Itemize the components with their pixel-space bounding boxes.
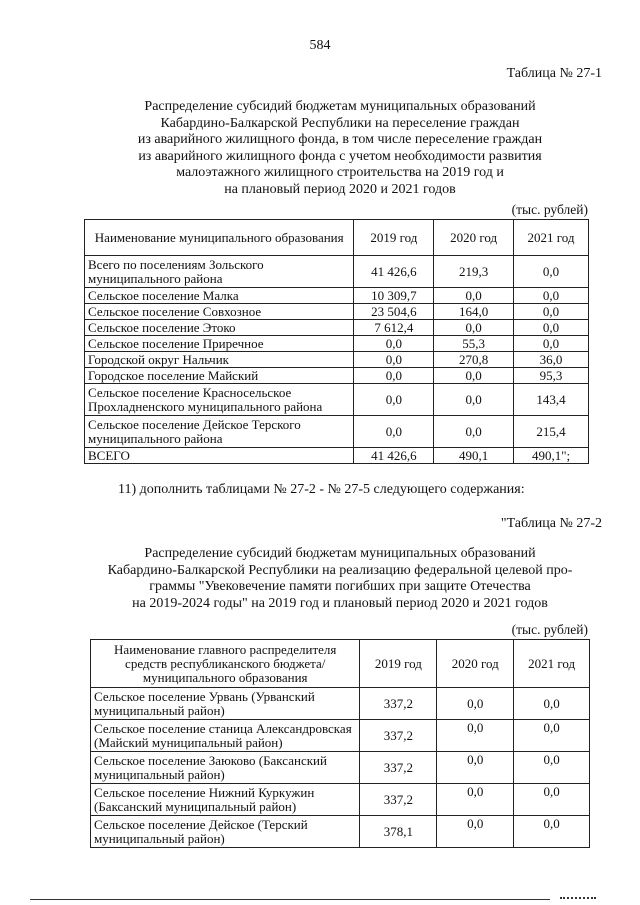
value-2020: 219,3 — [434, 256, 514, 288]
table-row — [85, 352, 589, 368]
value-2019: 10 309,7 — [354, 288, 434, 304]
column-header: 2020 год — [434, 220, 514, 256]
row-name: Сельское поселение Малка — [85, 288, 354, 304]
row-name: Сельское поселение Дейское (Терский муниципальный район) — [91, 816, 360, 848]
table-27-2-label: "Таблица № 27-2 — [500, 516, 602, 531]
value-2021: 0,0 — [514, 816, 590, 848]
title-line: из аварийного жилищного фонда с учетом необходимости развития — [138, 148, 542, 164]
row-name: Городское поселение Майский — [85, 368, 354, 384]
title-line: Распределение субсидий бюджетам муниципальных образований — [144, 99, 536, 114]
value-2021: 0,0 — [514, 288, 589, 304]
value-2019: 337,2 — [360, 720, 437, 752]
value-2019: 337,2 — [360, 784, 437, 816]
column-header: 2019 год — [360, 640, 437, 688]
table-row — [85, 288, 589, 304]
value-2021: 0,0 — [514, 256, 589, 288]
table-row — [85, 384, 589, 416]
row-name: Сельское поселение Дейское Терского муниципального района — [85, 416, 354, 448]
table-row — [91, 752, 590, 784]
value-2019: 41 426,6 — [354, 448, 434, 464]
value-2019: 0,0 — [354, 352, 434, 368]
table-row — [91, 720, 590, 752]
value-2021: 0,0 — [514, 784, 590, 816]
table-row — [85, 256, 589, 288]
title-line: малоэтажного жилищного строительства на 2019 год и — [176, 165, 504, 180]
value-2020: 164,0 — [434, 304, 514, 320]
value-2020: 490,1 — [434, 448, 514, 464]
title-line: Кабардино-Балкарской Республики на переселение граждан — [160, 115, 520, 131]
table-row — [85, 368, 589, 384]
table-header-row — [91, 640, 590, 688]
table-27-1-label: Таблица № 27-1 — [506, 66, 602, 81]
value-2019: 0,0 — [354, 336, 434, 352]
value-2019: 337,2 — [360, 688, 437, 720]
value-2020: 0,0 — [434, 368, 514, 384]
row-name: Сельское поселение Приречное — [85, 336, 354, 352]
value-2021: 0,0 — [514, 336, 589, 352]
value-2019: 378,1 — [360, 816, 437, 848]
title-line: из аварийного жилищного фонда, в том числе переселение граждан — [137, 132, 543, 147]
value-2019: 7 612,4 — [354, 320, 434, 336]
value-2021: 0,0 — [514, 304, 589, 320]
value-2021: 490,1"; — [514, 448, 589, 464]
title-line: Кабардино-Балкарской Республики на реализацию федеральной целевой про- — [107, 562, 573, 578]
instruction-text: 11) дополнить таблицами № 27-2 - № 27-5 следующего содержания: — [118, 482, 525, 497]
table-header-row — [85, 220, 589, 256]
value-2019: 337,2 — [360, 752, 437, 784]
column-header: 2021 год — [514, 220, 589, 256]
row-name: Сельское поселение станица Александровская (Майский муниципальный район) — [91, 720, 360, 752]
table-27-2-units: (тыс. рублей) — [511, 622, 588, 637]
column-header: 2020 год — [437, 640, 514, 688]
value-2019: 23 504,6 — [354, 304, 434, 320]
value-2020: 270,8 — [434, 352, 514, 368]
title-line: граммы "Увековечение памяти погибших при защите Отечества — [149, 579, 531, 594]
value-2021: 0,0 — [514, 752, 590, 784]
page-number: 584 — [309, 38, 331, 53]
value-2020: 0,0 — [437, 720, 514, 752]
value-2020: 0,0 — [437, 816, 514, 848]
table-row — [85, 304, 589, 320]
row-name: Сельское поселение Совхозное — [85, 304, 354, 320]
value-2020: 0,0 — [434, 416, 514, 448]
value-2020: 0,0 — [437, 688, 514, 720]
table-row — [85, 320, 589, 336]
table-27-2-title — [70, 546, 610, 612]
value-2020: 55,3 — [434, 336, 514, 352]
title-line: на плановый период 2020 и 2021 годов — [224, 181, 456, 197]
table-total-row — [85, 448, 589, 464]
value-2021: 0,0 — [514, 320, 589, 336]
title-line: Распределение субсидий бюджетам муниципальных образований — [144, 546, 536, 561]
bottom-rule — [30, 899, 550, 900]
row-name: Сельское поселение Нижний Куркужин (Баксанский муниципальный район) — [91, 784, 360, 816]
value-2019: 0,0 — [354, 384, 434, 416]
row-name: Всего по поселениям Зольского муниципального района — [85, 256, 354, 288]
column-header: Наименование муниципального образования — [85, 220, 354, 256]
column-header: 2021 год — [514, 640, 590, 688]
table-27-1 — [84, 219, 589, 464]
value-2020: 0,0 — [437, 752, 514, 784]
value-2020: 0,0 — [434, 384, 514, 416]
title-line: на 2019-2024 годы" на 2019 год и плановый период 2020 и 2021 годов — [132, 595, 548, 611]
column-header: Наименование главного распределителя средств республиканского бюджета/ муниципального образования — [91, 640, 360, 688]
value-2021: 143,4 — [514, 384, 589, 416]
value-2019: 0,0 — [354, 368, 434, 384]
value-2021: 0,0 — [514, 688, 590, 720]
value-2021: 0,0 — [514, 720, 590, 752]
value-2021: 215,4 — [514, 416, 589, 448]
value-2020: 0,0 — [434, 288, 514, 304]
row-name: ВСЕГО — [85, 448, 354, 464]
table-row — [91, 688, 590, 720]
value-2020: 0,0 — [437, 784, 514, 816]
value-2021: 36,0 — [514, 352, 589, 368]
row-name: Сельское поселение Красносельское Прохладненского муниципального района — [85, 384, 354, 416]
value-2019: 41 426,6 — [354, 256, 434, 288]
value-2019: 0,0 — [354, 416, 434, 448]
table-row — [85, 336, 589, 352]
table-27-1-title — [80, 99, 600, 198]
table-27-2 — [90, 639, 590, 848]
row-name: Городской округ Нальчик — [85, 352, 354, 368]
value-2020: 0,0 — [434, 320, 514, 336]
bottom-mark — [560, 897, 596, 899]
row-name: Сельское поселение Этоко — [85, 320, 354, 336]
column-header: 2019 год — [354, 220, 434, 256]
table-27-1-units: (тыс. рублей) — [511, 202, 588, 217]
value-2021: 95,3 — [514, 368, 589, 384]
row-name: Сельское поселение Заюково (Баксанский муниципальный район) — [91, 752, 360, 784]
table-row — [91, 784, 590, 816]
table-row — [85, 416, 589, 448]
table-row — [91, 816, 590, 848]
row-name: Сельское поселение Урвань (Урванский муниципальный район) — [91, 688, 360, 720]
